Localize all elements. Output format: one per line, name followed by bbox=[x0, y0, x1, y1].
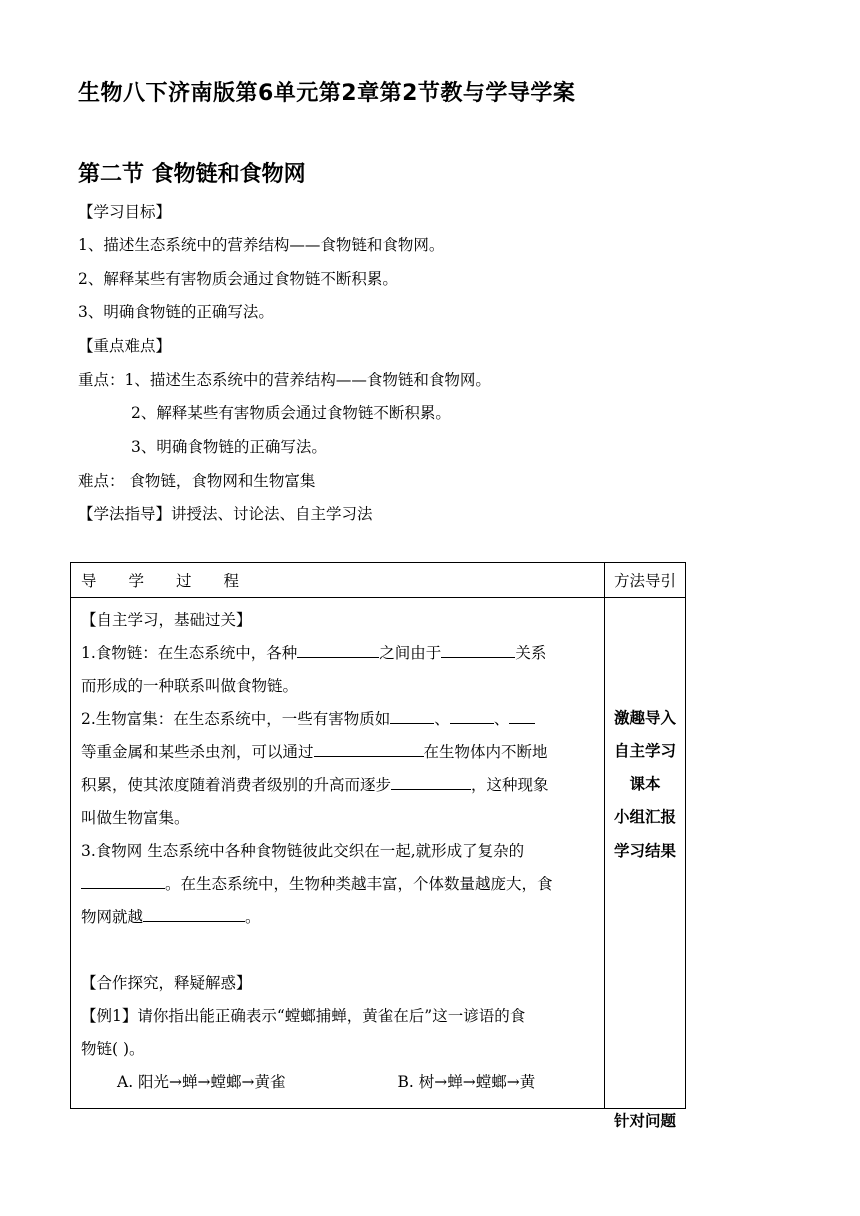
question-1-line: 1.食物链：在生态系统中，各种 之间由于 关系 bbox=[81, 637, 596, 670]
question-3-cont: 物网就越 。 bbox=[81, 901, 596, 934]
question-2-cont: 等重金属和某些杀虫剂，可以通过 在生物体内不断地 bbox=[81, 736, 596, 769]
question-2-line: 2.生物富集：在生态系统中，一些有害物质如 、 、 bbox=[81, 703, 596, 736]
objective-item: 1、描述生态系统中的营养结构——食物链和食物网。 bbox=[78, 236, 445, 254]
guide-content-cell bbox=[71, 598, 605, 1109]
example-1-line: 【例1】请你指出能正确表示“螳螂捕蝉，黄雀在后”这一谚语的食 bbox=[81, 1007, 526, 1025]
focus-item: 1、描述生态系统中的营养结构——食物链和食物网。 bbox=[124, 371, 491, 389]
question-1-cont: 而形成的一种联系叫做食物链。 bbox=[81, 677, 299, 695]
focus-item: 2、解释某些有害物质会通过食物链不断积累。 bbox=[131, 404, 451, 422]
fill-blank[interactable] bbox=[314, 740, 424, 757]
fill-blank[interactable] bbox=[81, 872, 165, 889]
method-label: 针对问题 bbox=[613, 1112, 676, 1130]
difficulty-line: 难点： 食物链，食物网和生物富集 bbox=[78, 472, 316, 490]
objective-item: 2、解释某些有害物质会通过食物链不断积累。 bbox=[78, 270, 398, 288]
fill-blank[interactable] bbox=[509, 707, 535, 724]
example-1-cont: 物链( )。 bbox=[81, 1040, 145, 1058]
method-label: 小组汇报 bbox=[613, 808, 676, 826]
cooperative-heading: 【合作探究，释疑解惑】 bbox=[81, 974, 252, 992]
question-3-line: 3.食物网 生态系统中各种食物链彼此交织在一起,就形成了复杂的 bbox=[81, 842, 525, 860]
guide-table bbox=[70, 562, 686, 1130]
method-label: 学习结果 bbox=[613, 842, 676, 860]
focus-prefix: 重点： bbox=[78, 371, 125, 389]
fill-blank[interactable] bbox=[450, 707, 494, 724]
method-label: 自主学习 bbox=[613, 742, 676, 760]
objectives-heading: 【学习目标】 bbox=[78, 203, 172, 221]
method-cell bbox=[605, 598, 686, 1130]
question-2-cont: 积累，使其浓度随着消费者级别的升高而逐步 ，这种现象 bbox=[81, 769, 596, 802]
key-points-heading: 【重点难点】 bbox=[78, 337, 172, 355]
focus-item: 3、明确食物链的正确写法。 bbox=[131, 438, 327, 456]
fill-blank[interactable] bbox=[297, 641, 379, 658]
method-label: 课本 bbox=[629, 775, 661, 793]
focus-line bbox=[78, 368, 491, 390]
option-b: B. 树→蝉→螳螂→黄 bbox=[397, 1073, 536, 1091]
objective-item: 3、明确食物链的正确写法。 bbox=[78, 303, 274, 321]
example-1-options bbox=[81, 1066, 596, 1099]
document-title: 生物八下济南版第6单元第2章第2节教与学导学案 bbox=[78, 81, 576, 106]
header-method: 方法导引 bbox=[605, 563, 686, 598]
spacer bbox=[81, 934, 596, 967]
fill-blank[interactable] bbox=[441, 641, 515, 658]
header-guide-process: 导学过程 bbox=[71, 563, 605, 598]
self-study-heading: 【自主学习，基础过关】 bbox=[81, 611, 252, 629]
fill-blank[interactable] bbox=[143, 905, 245, 922]
question-3-cont: 。在生态系统中，生物种类越丰富，个体数量越庞大，食 bbox=[81, 868, 596, 901]
method-label: 激趣导入 bbox=[613, 709, 676, 727]
question-2-cont: 叫做生物富集。 bbox=[81, 809, 190, 827]
table-body-row bbox=[71, 598, 686, 1109]
table-header-row bbox=[71, 563, 686, 598]
option-a: A. 阳光→蝉→螳螂→黄雀 bbox=[117, 1073, 286, 1091]
fill-blank[interactable] bbox=[390, 707, 434, 724]
section-title: 第二节 食物链和食物网 bbox=[78, 162, 306, 187]
fill-blank[interactable] bbox=[391, 773, 471, 790]
method-guide-line: 【学法指导】讲授法、讨论法、自主学习法 bbox=[78, 505, 373, 523]
